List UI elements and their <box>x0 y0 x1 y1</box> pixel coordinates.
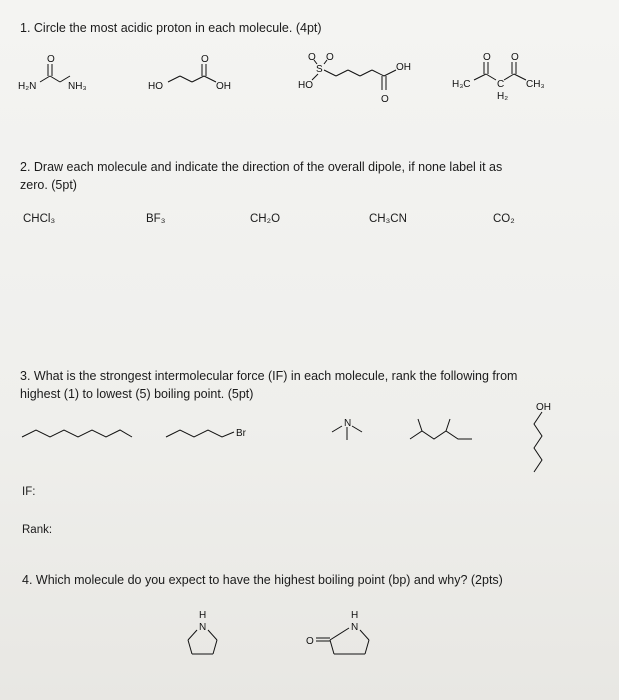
q1-m2-oxygen: O <box>201 54 209 65</box>
q1-m3-oxygen-a: O <box>308 52 316 63</box>
q1-m4-oxygen-b: O <box>511 52 519 63</box>
q3-bromine-label: Br <box>236 428 246 439</box>
q2-molecule-ch2o: CH₂O <box>250 213 281 225</box>
q1-m3-hydroxyl-right: OH <box>396 62 411 73</box>
question-1-text: 1. Circle the most acidic proton in each molecule. (4pt) <box>20 21 322 35</box>
q1-m4-oxygen-a: O <box>483 52 491 63</box>
q2-molecule-chcl3: CHCl₃ <box>23 213 56 225</box>
q1-m1-amine: H₂N <box>18 81 37 92</box>
q4-pyrrolidine-n-label: N <box>199 622 207 633</box>
q1-m4-methyl-left: H₃C <box>452 79 471 90</box>
q1-m2-hydroxyl-right: OH <box>216 81 231 92</box>
q3-molecule-2 <box>166 425 266 447</box>
q3-molecule-4 <box>410 415 490 445</box>
q1-m4-central-carbon: C <box>497 79 505 90</box>
q1-m3-sulfur: S <box>316 64 323 75</box>
q4-pyrrolidinone-n-label: N <box>351 622 359 633</box>
q3-nitrogen-label: N <box>344 418 352 429</box>
q1-m3-hydroxyl-left: HO <box>298 80 313 91</box>
q2-molecule-bf3: BF₃ <box>146 213 166 225</box>
q4-pyrrolidinone-o-label: O <box>306 636 314 647</box>
question-2-text-line2: zero. (5pt) <box>20 178 77 192</box>
q2-molecule-ch3cn: CH₃CN <box>369 213 407 225</box>
question-3-text-line2: highest (1) to lowest (5) boiling point. (5pt) <box>20 387 254 401</box>
question-3-text-line1: 3. What is the strongest intermolecular force (IF) in each molecule, rank the following from <box>20 369 518 383</box>
q4-pyrrolidine-h-label: H <box>199 610 207 621</box>
q3-molecule-1 <box>22 425 132 445</box>
question-4-text: 4. Which molecule do you expect to have the highest boiling point (bp) and why? (2pts) <box>22 573 503 587</box>
q4-molecule-pyrrolidinone <box>306 608 386 668</box>
q1-molecule-2 <box>148 52 248 102</box>
question-2-text-line1: 2. Draw each molecule and indicate the direction of the overall dipole, if none label it as <box>20 160 503 174</box>
q3-rank-label: Rank: <box>22 524 53 536</box>
q1-m4-methylene-h2: H₂ <box>497 91 509 102</box>
q1-m3-oxygen-b: O <box>326 52 334 63</box>
q2-molecule-co2: CO₂ <box>493 213 515 225</box>
q1-m4-methyl-right: CH₃ <box>526 79 545 90</box>
q1-m2-hydroxyl-left: HO <box>148 81 163 92</box>
q4-pyrrolidinone-h-label: H <box>351 610 359 621</box>
q3-molecule-3 <box>330 414 370 444</box>
q1-molecule-4 <box>452 52 572 107</box>
q4-molecule-pyrrolidine <box>180 608 230 668</box>
q1-molecule-1 <box>18 52 98 102</box>
q1-m3-oxygen-c: O <box>381 94 389 105</box>
q1-m1-ammonium: NH₃ <box>68 81 87 92</box>
q1-molecule-3 <box>298 48 418 110</box>
q3-if-label: IF: <box>22 486 36 498</box>
q3-molecule-5 <box>520 398 560 488</box>
q1-m1-oxygen: O <box>47 54 55 65</box>
q3-hydroxyl-label: OH <box>536 402 551 413</box>
